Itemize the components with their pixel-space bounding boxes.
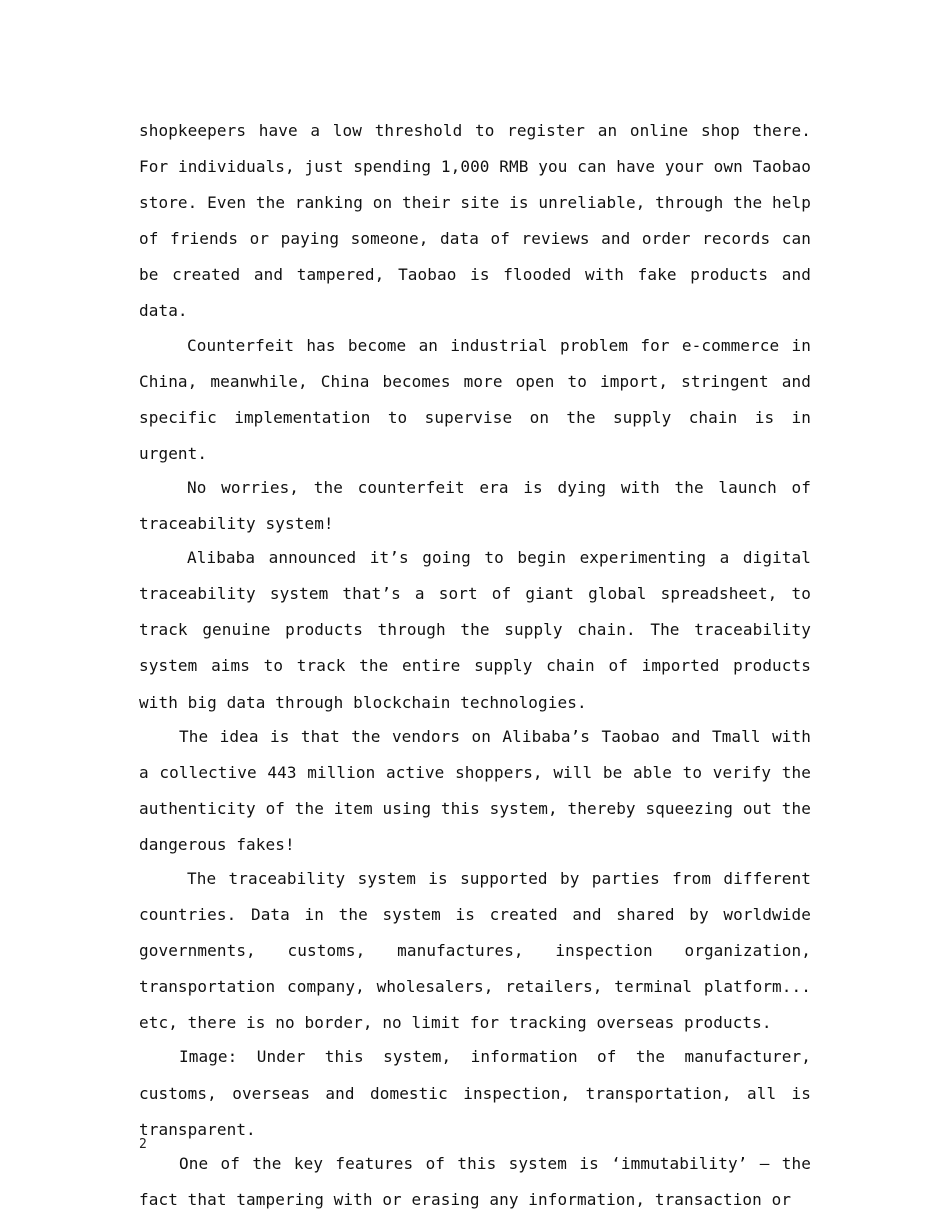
- paragraph-3: No worries, the counterfeit era is dying with the launch of traceability system!: [139, 477, 811, 534]
- body-text: [139, 113, 811, 1216]
- paragraph-2: Counterfeit has become an industrial problem for e-commerce in China, meanwhile, China becomes more open to import, stringent and specific implementation to supervise on the supply chain is in urgent.: [139, 335, 811, 463]
- paragraph-8: One of the key features of this system is ‘immutability’ – the fact that tampering with or erasing any information, transaction or: [139, 1153, 811, 1209]
- paragraph-4: Alibaba announced it’s going to begin experimenting a digital traceability system that’s a sort of giant global spreadsheet, to track genuine products through the supply chain. The traceability system aims to track the entire supply chain of imported products with big data through blockchain technologies.: [139, 548, 811, 712]
- paragraph-1: shopkeepers have a low threshold to register an online shop there. For individuals, just spending 1,000 RMB you can have your own Taobao store. Even the ranking on their site is unreliable, through the help of friends or paying someone, data of reviews and order records can be created and tampered, Taobao is flooded with fake products and data.: [139, 121, 811, 321]
- paragraph-7: Image: Under this system, information of the manufacturer, customs, overseas and domestic inspection, transportation, all is transparent.: [139, 1047, 811, 1139]
- page-number: 2: [139, 1137, 147, 1152]
- paragraph-5: The idea is that the vendors on Alibaba’s Taobao and Tmall with a collective 443 million active shoppers, will be able to verify the authenticity of the item using this system, thereby squeezing out the dangerous fakes!: [139, 726, 811, 854]
- paragraph-6: The traceability system is supported by parties from different countries. Data in the system is created and shared by worldwide governments, customs, manufactures, inspection organization, transportation company, wholesalers, retailers, terminal platform... etc, there is no border, no limit for tracking overseas products.: [139, 868, 811, 1033]
